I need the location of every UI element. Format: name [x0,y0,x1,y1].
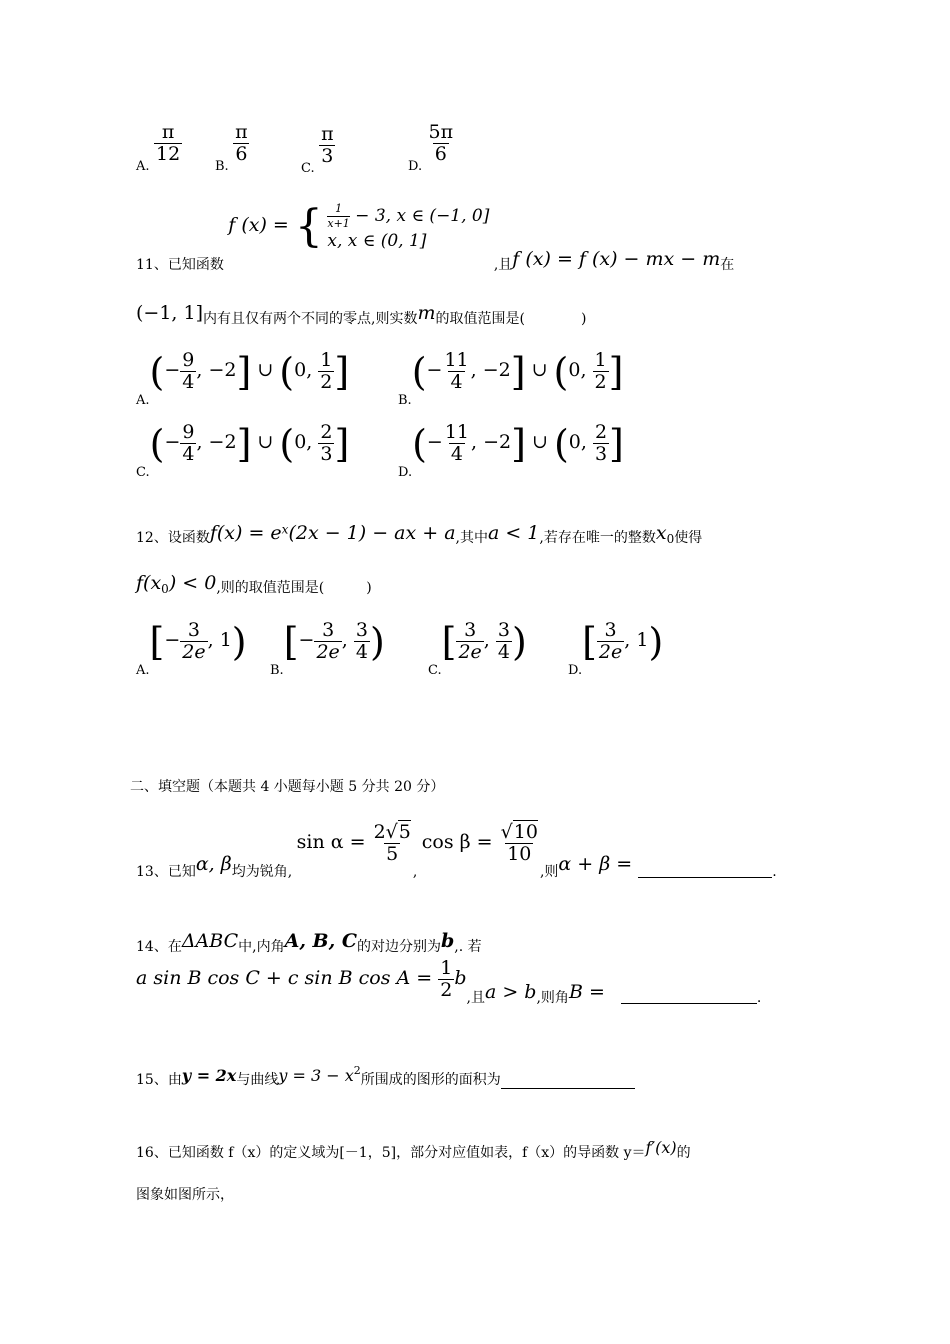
q11-option-d: D.(− $\frac{11}{4}$ , −2] ∪ (0, $\frac{2}{3}$ ] [398,421,624,480]
q12-line1: 12、设函数$f(x) = e^x(2x - 1)$ − ax + a,其中a < 1,若存在唯一的整数$x_0$使得 [136,522,703,546]
left-brace: { [294,200,323,252]
fraction: $\frac{\pi}{3}$ [321,123,334,167]
answer-blank[interactable] [501,1072,635,1089]
q11-piecewise: f (x) = { $\frac{1}{x+1}$ − 3, x ∈ (−1, 0] x, x ∈ (0, 1] [228,200,490,252]
q16-line1: 16、已知函数 f（x）的定义域为[－1，5]，部分对应值如表，f（x）的导函数 y＝f′(x)的 [136,1138,691,1161]
q11-option-c: C.(− $\frac{9}{4}$ , −2] ∪ (0, $\frac{2}{3}$ ] [136,421,350,480]
option-label: B. [215,158,229,174]
fraction: $\frac{5\pi}{6}$ [428,121,454,165]
cases: $\frac{1}{x+1}$ − 3, x ∈ (−1, 0] x, x ∈ (0, 1] [327,202,490,251]
small-fraction: $\frac{1}{x+1}$ [327,202,350,230]
fraction: $\frac{\pi}{6}$ [235,121,248,165]
q12-option-a: A.[− $\frac{3}{2e}$ , 1) [136,619,247,678]
q14-line1: 14、在ΔABC中,内角A, B, C的对边分别为b,. 若 [136,930,482,955]
option-label: C. [301,160,315,176]
q16-line2: 图象如图所示， [136,1187,234,1203]
answer-blank[interactable] [638,857,772,878]
q10-option-a [136,122,182,174]
q11-prefix: 11、已知函数 [136,256,224,273]
q11-line1: 11、已知函数 f (x) = { $\frac{1}{x+1}$ − 3, x ∈ (−1, 0] x, x ∈ (0, 1] ,且f (x) = f (x) − mx − m在 [136,200,735,273]
q12-line2: $f(x_0) < 0$,则的取值范围是( ) [136,572,372,596]
sin-expression: sin α = $\frac{2√5}{5}$ [296,821,411,865]
q10-option-c [301,124,336,176]
q14-line2: a sin B cos C + c sin B cos A = $\frac{1}{2}$ b,且a > b,则角B = . [136,957,762,1006]
option-label: D. [408,158,423,174]
option-label: A. [136,158,150,174]
q11-option-b: B.(− $\frac{11}{4}$ , −2] ∪ (0, $\frac{1}{2}$ ] [398,349,624,408]
q10-option-d [408,122,455,174]
cos-expression: cos β = $\frac{√10}{10}$ [421,821,538,865]
q11-line2: (−1, 1]内有且仅有两个不同的零点,则实数m的取值范围是( ) [136,302,587,327]
interval: (−1, 1] [136,302,204,324]
q12-option-b: B.[− $\frac{3}{2e}$ , $\frac{3}{4}$ ) [270,619,385,678]
q12-option-d: D.[ $\frac{3}{2e}$ , 1) [568,619,664,678]
answer-blank[interactable] [621,983,757,1004]
fraction: $\frac{\pi}{12}$ [155,121,181,165]
q15: 15、由y = 2x与曲线$y = 3 - x^2$所围成的图形的面积为 [136,1064,635,1089]
q11-option-a: A.(− $\frac{9}{4}$ , −2] ∪ (0, $\frac{1}{2}$ ] [136,349,350,408]
q13: 13、已知α, β均为锐角, sin α = $\frac{2√5}{5}$ , cos β = $\frac{√10}{10}$ ,则α + β = . [136,821,777,880]
q10-option-b [215,122,250,174]
q12-option-c: C.[ $\frac{3}{2e}$ , $\frac{3}{4}$ ) [428,619,527,678]
section-heading: 二、填空题（本题共 4 小题每小题 5 分共 20 分） [130,779,445,795]
